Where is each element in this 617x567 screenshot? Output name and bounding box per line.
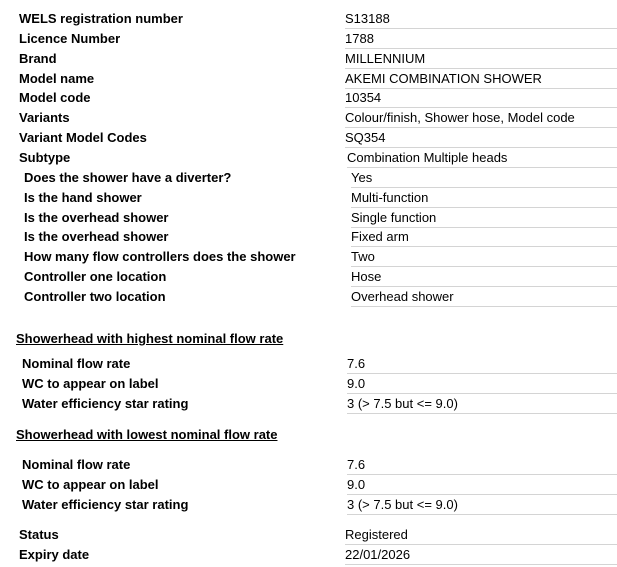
expiry-date-value: 22/01/2026: [345, 546, 617, 565]
row-model-code: [0, 89, 617, 109]
field-label: Is the hand shower: [24, 190, 142, 205]
field-value: Multi-function: [351, 189, 617, 208]
field-label: Status: [19, 527, 59, 542]
field-value: Two: [351, 248, 617, 267]
field-value: AKEMI COMBINATION SHOWER: [345, 70, 617, 89]
row-highest-flow-rate: [0, 355, 617, 375]
status-value: Registered: [345, 526, 617, 545]
row-subtype: [0, 149, 617, 169]
row-variant-model-codes: [0, 129, 617, 149]
field-value: Hose: [351, 268, 617, 287]
field-label: WC to appear on label: [22, 376, 159, 391]
row-model-name: [0, 70, 617, 90]
row-flow-controllers: [0, 248, 617, 268]
field-label: Controller one location: [24, 269, 167, 284]
row-controller-two: [0, 288, 617, 308]
row-hand-shower: [0, 189, 617, 209]
row-licence-number: [0, 30, 617, 50]
row-lowest-star-rating: [0, 496, 617, 516]
field-value: Fixed arm: [351, 228, 617, 247]
row-variants: [0, 109, 617, 129]
field-value: Yes: [351, 169, 617, 188]
field-value: 3 (> 7.5 but <= 9.0): [347, 395, 617, 414]
row-overhead-shower-function: [0, 209, 617, 229]
field-value: SQ354: [345, 129, 617, 148]
field-value: S13188: [345, 10, 617, 29]
field-value: 7.6: [347, 355, 617, 374]
field-label: Model code: [19, 90, 91, 105]
field-value: 7.6: [347, 456, 617, 475]
field-value: Colour/finish, Shower hose, Model code: [345, 109, 617, 128]
row-highest-star-rating: [0, 395, 617, 415]
row-expiry-date: [0, 546, 617, 566]
field-value: Combination Multiple heads: [347, 149, 617, 168]
field-value: 3 (> 7.5 but <= 9.0): [347, 496, 617, 515]
field-value: Overhead shower: [351, 288, 617, 307]
field-value: 9.0: [347, 476, 617, 495]
field-label: Controller two location: [24, 289, 166, 304]
section-heading-highest: Showerhead with highest nominal flow rate: [16, 331, 284, 346]
field-label: Is the overhead shower: [24, 210, 169, 225]
row-highest-wc: [0, 375, 617, 395]
field-label: Nominal flow rate: [22, 457, 131, 472]
field-label: Water efficiency star rating: [22, 396, 189, 411]
field-label: Water efficiency star rating: [22, 497, 189, 512]
row-registration-number: [0, 10, 617, 30]
field-label: Licence Number: [19, 31, 121, 46]
field-label: Variant Model Codes: [19, 130, 147, 145]
field-value: 1788: [345, 30, 617, 49]
field-label: WELS registration number: [19, 11, 183, 26]
row-diverter: [0, 169, 617, 189]
field-label: Expiry date: [19, 547, 90, 562]
row-lowest-flow-rate: [0, 456, 617, 476]
field-label: Variants: [19, 110, 70, 125]
field-value: 10354: [345, 89, 617, 108]
row-status: [0, 526, 617, 546]
field-value: MILLENNIUM: [345, 50, 617, 69]
field-label: How many flow controllers does the shower: [24, 249, 296, 264]
row-overhead-shower-arm: [0, 228, 617, 248]
field-label: WC to appear on label: [22, 477, 159, 492]
field-label: Is the overhead shower: [24, 229, 169, 244]
field-value: 9.0: [347, 375, 617, 394]
field-label: Nominal flow rate: [22, 356, 131, 371]
section-heading-lowest: Showerhead with lowest nominal flow rate: [16, 427, 278, 442]
field-label: Does the shower have a diverter?: [24, 170, 232, 185]
field-label: Brand: [19, 51, 57, 66]
field-label: Subtype: [19, 150, 71, 165]
row-lowest-wc: [0, 476, 617, 496]
field-value: Single function: [351, 209, 617, 228]
row-controller-one: [0, 268, 617, 288]
field-label: Model name: [19, 71, 95, 86]
row-brand: [0, 50, 617, 70]
